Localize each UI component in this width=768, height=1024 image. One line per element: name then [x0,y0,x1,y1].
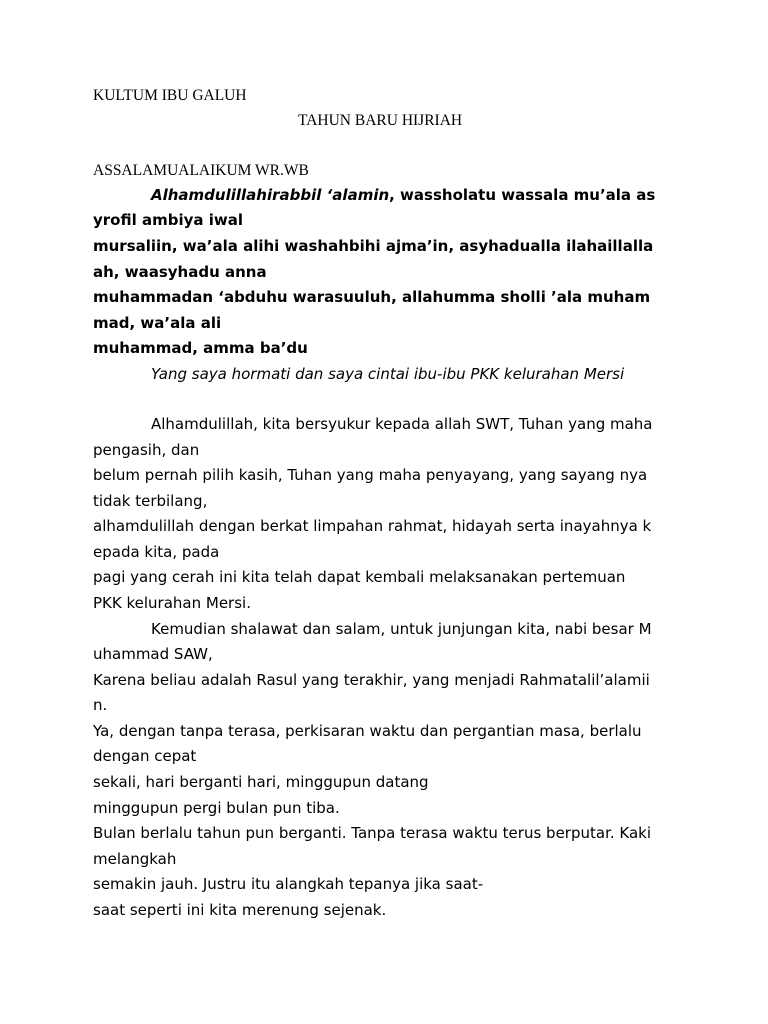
body-line: Alhamdulillah, kita bersyukur kepada allah SWT, Tuhan yang maha [151,415,653,433]
body-line: dengan cepat [93,747,197,765]
opening-line-1-rest: , wassholatu wassala mu’ala as [389,186,656,204]
opening-line-2: yrofil ambiya iwal [93,211,243,229]
opening-line-4: ah, waasyhadu anna [93,263,267,281]
opening-italic-phrase: Alhamdulillahirabbil ‘alamin [151,186,390,204]
body-line: Karena beliau adalah Rasul yang terakhir, yang menjadi Rahmatalil’alamii [93,671,650,689]
body-line: Ya, dengan tanpa terasa, perkisaran waktu dan pergantian masa, berlalu [93,722,642,740]
opening-line-7: muhammad, amma ba’du [93,339,308,357]
body-line: epada kita, pada [93,543,220,561]
opening-line-3: mursaliin, wa’ala alihi washahbihi ajma’in, asyhadualla ilahaillalla [93,237,654,255]
body-line: uhammad SAW, [93,645,213,663]
opening-line-1 [151,186,655,204]
document-subtitle: TAHUN BARU HIJRIAH [298,112,463,129]
body-line: belum pernah pilih kasih, Tuhan yang maha penyayang, yang sayang nya [93,466,648,484]
body-line: pagi yang cerah ini kita telah dapat kembali melaksanakan pertemuan [93,568,626,586]
body-line: semakin jauh. Justru itu alangkah tepanya jika saat- [93,875,484,893]
body-line: sekali, hari berganti hari, minggupun datang [93,773,429,791]
opening-line-5: muhammadan ‘abduhu warasuuluh, allahumma sholli ’ala muham [93,288,651,306]
body-line: melangkah [93,850,177,868]
opening-line-6: mad, wa’ala ali [93,314,222,332]
body-line: Kemudian shalawat dan salam, untuk junjungan kita, nabi besar M [151,620,652,638]
body-line: minggupun pergi bulan pun tiba. [93,799,340,817]
body-line: PKK kelurahan Mersi. [93,594,251,612]
body-line: alhamdulillah dengan berkat limpahan rahmat, hidayah serta inayahnya k [93,517,652,535]
body-line: Bulan berlalu tahun pun berganti. Tanpa terasa waktu terus berputar. Kaki [93,824,652,842]
body-line: saat seperti ini kita merenung sejenak. [93,901,387,919]
body-line: tidak terbilang, [93,492,208,510]
document-title: KULTUM IBU GALUH [93,87,247,104]
body-line: n. [93,696,108,714]
body-line: pengasih, dan [93,441,200,459]
greeting-line: ASSALAMUALAIKUM WR.WB [93,162,309,179]
salutation-line: Yang saya hormati dan saya cintai ibu-ibu PKK kelurahan Mersi [151,365,625,383]
